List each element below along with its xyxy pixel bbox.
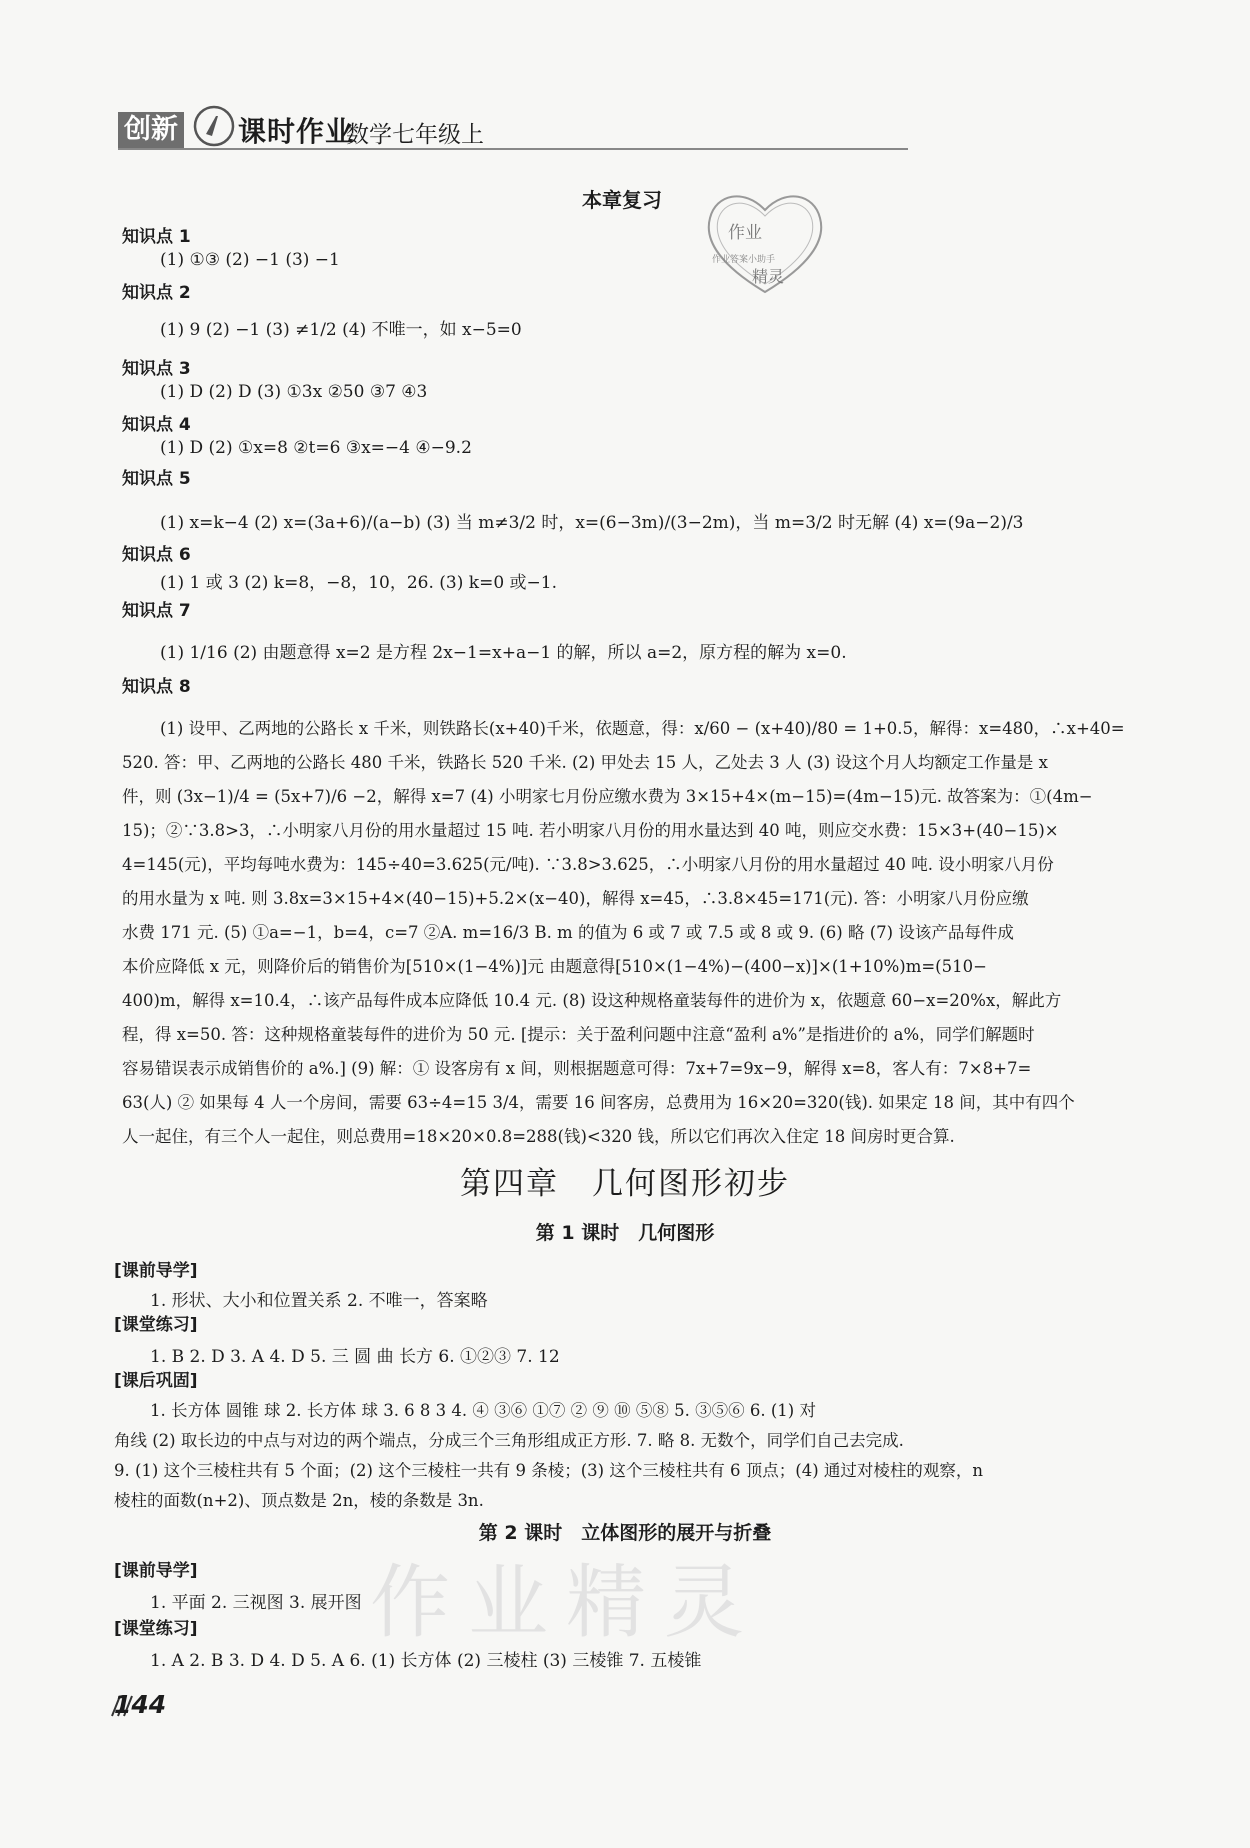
- answer-line: 1. 形状、大小和位置关系 2. 不唯一，答案略: [150, 1291, 488, 1311]
- knowledge-point-answer: (1) D (2) ①x=8 ②t=6 ③x=−4 ④−9.2: [160, 438, 472, 458]
- section-label: [课堂练习]: [114, 1315, 198, 1335]
- section-label: [课前导学]: [114, 1561, 198, 1581]
- page-number: 144: [114, 1690, 167, 1719]
- knowledge-point-8-body: [122, 712, 1188, 1154]
- stamp-top-text: 作业: [728, 223, 762, 243]
- answer-line: 程，得 x=50. 答：这种规格童装每件的进价为 50 元. [提示：关于盈利问题中注意“盈利 a%”是指进价的 a%，同学们解题时: [122, 1025, 1035, 1044]
- answer-line: 人一起住，有三个人一起住，则总费用=18×20×0.8=288(钱)<320 钱，所以它们再次入住定 18 间房时更合算.: [122, 1127, 955, 1146]
- answer-line: 的用水量为 x 吨. 则 3.8x=3×15+4×(40−15)+5.2×(x−40)，解得 x=45，∴3.8×45=171(元). 答：小明家八月份应缴: [122, 889, 1029, 908]
- answer-line: 9. (1) 这个三棱柱共有 5 个面；(2) 这个三棱柱一共有 9 条棱；(3) 这个三棱柱共有 6 顶点；(4) 通过对棱柱的观察，n: [114, 1461, 984, 1480]
- knowledge-point-answer: (1) 1 或 3 (2) k=8，−8，10，26. (3) k=0 或−1.: [160, 573, 558, 593]
- lesson-title: 第 1 课时 几何图形: [535, 1222, 715, 1244]
- answer-line: 件，则 (3x−1)/4 = (5x+7)/6 −2，解得 x=7 (4) 小明家七月份应缴水费为 3×15+4×(m−15)=(4m−15)元. 故答案为：①(4m−: [122, 787, 1093, 806]
- header-subtitle: 数学七年级上: [346, 122, 484, 148]
- knowledge-point-answer: (1) D (2) D (3) ①3x ②50 ③7 ④3: [160, 382, 428, 402]
- section-label: [课后巩固]: [114, 1371, 198, 1391]
- knowledge-point-answer: (1) ①③ (2) −1 (3) −1: [160, 250, 340, 270]
- answer-line: 本价应降低 x 元，则降价后的销售价为[510×(1−4%)]元 由题意得[510×(1−4%)−(400−x)]×(1+10%)m=(510−: [122, 957, 987, 976]
- lesson-title: 第 2 课时 立体图形的展开与折叠: [478, 1522, 772, 1544]
- knowledge-point-label: 知识点 5: [122, 469, 191, 489]
- section-label: [课堂练习]: [114, 1619, 198, 1639]
- answer-line: 容易错误表示成销售价的 a%.] (9) 解：① 设客房有 x 间，则根据题意可得：7x+7=9x−9，解得 x=8，客人有：7×8+7=: [122, 1059, 1032, 1078]
- answer-line: 400)m，解得 x=10.4，∴该产品每件成本应降低 10.4 元. (8) 设这种规格童装每件的进价为 x，依题意 60−x=20%x，解此方: [122, 991, 1062, 1010]
- knowledge-point-label: 知识点 2: [122, 283, 191, 303]
- knowledge-point-label: 知识点 8: [122, 677, 191, 697]
- answer-line: 520. 答：甲、乙两地的公路长 480 千米，铁路长 520 千米. (2) 甲处去 15 人，乙处去 3 人 (3) 设这个月人均额定工作量是 x: [122, 753, 1048, 772]
- knowledge-point-answer: (1) x=k−4 (2) x=(3a+6)/(a−b) (3) 当 m≠3/2 时，x=(6−3m)/(3−2m)，当 m=3/2 时无解 (4) x=(9a−2)/3: [160, 513, 1024, 533]
- answer-line: 棱柱的面数(n+2)、顶点数是 2n，棱的条数是 3n.: [114, 1491, 484, 1510]
- knowledge-point-label: 知识点 7: [122, 601, 191, 621]
- answer-line: 1. B 2. D 3. A 4. D 5. 三 圆 曲 长方 6. ①②③ 7. 12: [150, 1347, 560, 1367]
- knowledge-point-label: 知识点 3: [122, 359, 191, 379]
- knowledge-point-label: 知识点 1: [122, 227, 191, 247]
- chapter-title: 第四章 几何图形初步: [460, 1166, 790, 1202]
- brand-logo-icon: [192, 104, 236, 148]
- watermark: 作业精灵: [370, 1556, 762, 1649]
- answer-line: 1. 长方体 圆锥 球 2. 长方体 球 3. 6 8 3 4. ④ ③⑥ ①⑦ ② ⑨ ⑩ ⑤⑧ 5. ③⑤⑥ 6. (1) 对: [150, 1401, 816, 1420]
- knowledge-point-label: 知识点 4: [122, 415, 191, 435]
- answer-line: 15)；②∵3.8>3，∴小明家八月份的用水量超过 15 吨. 若小明家八月份的用水量达到 40 吨，则应交水费：15×3+(40−15)×: [122, 821, 1059, 840]
- answer-line: 63(人) ② 如果每 4 人一个房间，需要 63÷4=15 3/4，需要 16 间客房，总费用为 16×20=320(钱). 如果定 18 间，其中有四个: [122, 1093, 1075, 1112]
- header-rule: [118, 148, 908, 150]
- section-label: [课前导学]: [114, 1261, 198, 1281]
- answer-line: 4=145(元)，平均每吨水费为：145÷40=3.625(元/吨). ∵3.8>3.625，∴小明家八月份的用水量超过 40 吨. 设小明家八月份: [122, 855, 1054, 874]
- answer-line: 1. A 2. B 3. D 4. D 5. A 6. (1) 长方体 (2) 三棱柱 (3) 三棱锥 7. 五棱锥: [150, 1651, 702, 1671]
- answer-line: 角线 (2) 取长边的中点与对边的两个端点，分成三个三角形组成正方形. 7. 略 8. 无数个，同学们自己去完成.: [114, 1431, 904, 1450]
- header-title: 课时作业: [238, 115, 355, 148]
- answer-line: 1. 平面 2. 三视图 3. 展开图: [150, 1593, 362, 1613]
- knowledge-point-answer: (1) 1/16 (2) 由题意得 x=2 是方程 2x−1=x+a−1 的解，所以 a=2，原方程的解为 x=0.: [160, 643, 847, 663]
- stamp-bottom-text: 精灵: [752, 267, 785, 286]
- section-title: 本章复习: [582, 188, 662, 212]
- knowledge-point-answer: (1) 9 (2) −1 (3) ≠1/2 (4) 不唯一，如 x−5=0: [160, 320, 522, 340]
- answer-line: 水费 171 元. (5) ①a=−1，b=4，c=7 ②A. m=16/3 B. m 的值为 6 或 7 或 7.5 或 8 或 9. (6) 略 (7) 设该产品每件成: [122, 923, 1014, 942]
- brand-badge: 创新: [118, 112, 184, 148]
- knowledge-point-label: 知识点 6: [122, 545, 191, 565]
- answer-line: (1) 设甲、乙两地的公路长 x 千米，则铁路长(x+40)千米，依题意，得：x/60 − (x+40)/80 = 1+0.5，解得：x=480，∴x+40=: [160, 719, 1125, 738]
- lesson1-after-body: [114, 1396, 1184, 1516]
- stamp-middle-text: 作业答案小助手: [712, 255, 776, 265]
